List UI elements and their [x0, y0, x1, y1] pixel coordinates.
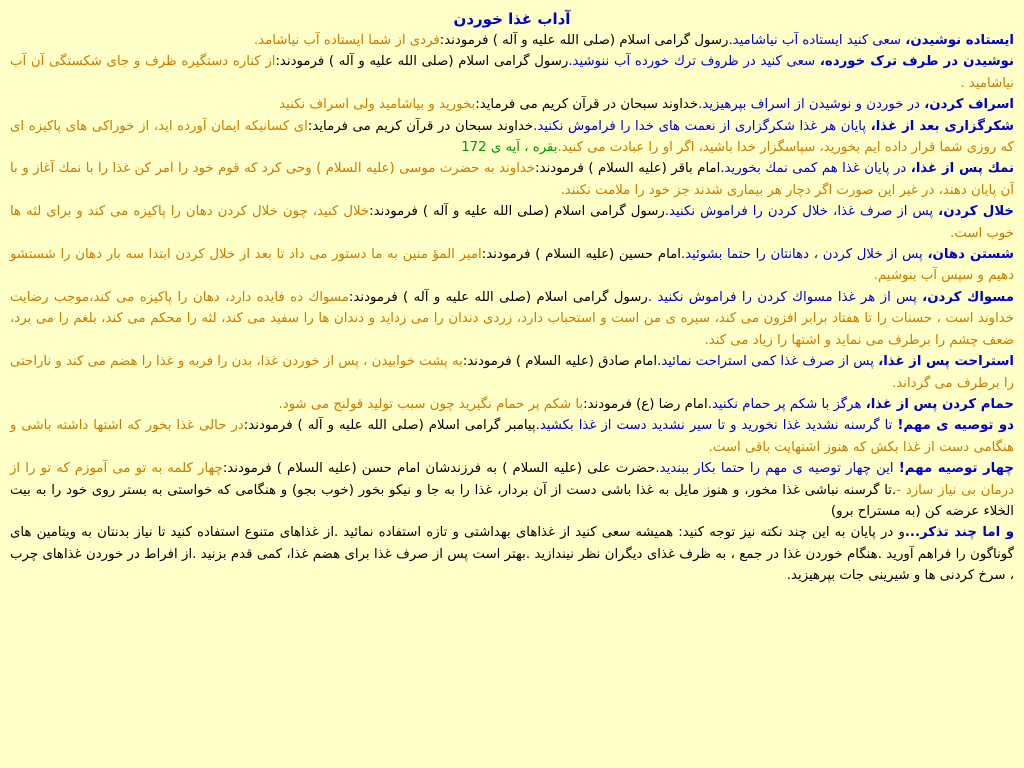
paragraph-source: رسول گرامی اسلام (صلی الله علیه و آله ) فرمودند:: [369, 204, 665, 220]
paragraph-quote: با شکم پر حمام نگیرید چون سبب تولید قولنج می شود.: [278, 396, 584, 412]
paragraph-advice: و در پایان به این چند نکته نیز توجه کنید: همیشه سعی کنید از غذاهای بهداشتی و تازه استفاده نمائید .از غذاهای متنوع استفاده کنید تا نیاز بدنتان به ویتامین های گوناگون را فراهم آورید .هنگام خوردن غذا در جمع ، به ظرف غذای دیگران نظر نیندازید .بهتر است پس از صرف غذا برای هضم غذا، کمی قدم بزنید .از افراط در خوردن غذاهای چرب ، سرخ کردنی ها و شیرینی جات بپرهیزید.: [10, 525, 1014, 584]
paragraph-heading: نوشیدن در طرف ترک خورده،: [819, 54, 1015, 70]
etiquette-paragraph: [10, 522, 1014, 586]
paragraph-quote: ای کسانیکه ایمان آورده اید، از خوراکی های پاکیزه ای که روزی شما قرار داده ایم بخورید، سپاسگزار خدا باشید، اگر او را عبادت می کنید.: [10, 118, 1014, 156]
paragraph-source: رسول گرامی اسلام (صلی الله علیه و آله ) فرمودند:: [439, 33, 729, 48]
etiquette-paragraph: [10, 394, 1014, 415]
etiquette-paragraph: [10, 158, 1014, 201]
paragraph-source: خداوند سبحان در قرآن کریم می فرماید:: [307, 118, 534, 134]
paragraph-heading: استراحت پس از غذا،: [878, 354, 1014, 370]
paragraph-heading: شستن دهان،: [927, 247, 1014, 263]
paragraph-advice: پس از صرف غذا کمی استراحت نمائید.: [657, 354, 879, 370]
page-title: آداب غذا خوردن: [453, 10, 571, 28]
paragraph-quote: خلال کنید، چون خلال کردن دهان را پاکیزه می کند و برای لثه ها خوب است.: [10, 204, 1014, 241]
paragraph-heading: خلال کردن،: [938, 204, 1015, 220]
paragraph-advice: سعی کنید در ظروف ترك خورده آب ننوشید.: [568, 54, 820, 70]
paragraph-heading: ایستاده نوشیدن،: [905, 33, 1014, 48]
paragraph-source: امام صادق (علیه السلام ) فرمودند:: [462, 354, 658, 370]
etiquette-paragraph: [10, 51, 1014, 94]
paragraph-quote: به پشت خوابیدن ، پس از خوردن غذا، بدن را فربه و غذا را هضم می کند و ناراحتی را برطرف می گرداند.: [10, 354, 1014, 391]
paragraph-source: امام رضا (ع) فرمودند:: [583, 396, 708, 412]
paragraph-continuation: .تا گرسنه نباشی غذا مخور، و هنوز مایل به غذا باشی دست از آن بردار، غذا را به جا و نیکو بخور (خوب بجو) و هنگامی که خواستی به بستر روی خود را به بیت الخلاء عرضه کن (به مستراح برو): [10, 482, 1014, 519]
paragraph-source: رسول گرامی اسلام (صلی الله علیه و آله ) فرمودند:: [348, 289, 648, 305]
paragraph-advice: پس از صرف غذا، خلال کردن را فراموش نکنید.: [664, 204, 939, 220]
paragraph-advice: پایان هر غذا شکرگزاری از نعمت های خدا را فراموش نکنید.: [533, 118, 871, 134]
etiquette-paragraph: [10, 351, 1014, 394]
etiquette-paragraph: [10, 116, 1014, 159]
paragraph-quote: در حالی غذا بخور که اشتها داشته باشی و هنگامی دست از غذا بکش که هنوز اشتهایت باقی است.: [10, 418, 1014, 455]
paragraph-heading: اسراف کردن،: [924, 97, 1014, 113]
paragraph-quote: مسواك ده فایده دارد، دهان را پاکیزه می کند،موجب رضایت خداوند است ، حسنات را تا هفتاد برابر افزون می کند، سیره ی من است و استحباب دارد، زردی دندان را می زداید و دندان ها را سفید می کند، لثه را محکم می کند، بلغم را می برد، ضعف چشم را برطرف می نماید و اشتها را زیاد می کند.: [10, 289, 1014, 348]
paragraph-advice: پس از هر غذا مسواك کردن را فراموش نکنید .: [647, 289, 923, 305]
paragraph-advice: سعی کنید ایستاده آب نیاشامید.: [728, 33, 906, 48]
paragraph-advice: پس از خلال کردن ، دهانتان را حتما بشوئید.: [680, 247, 928, 263]
paragraph-heading: مسواك کردن،: [922, 289, 1015, 305]
paragraph-heading: و اما چند تذکر...: [904, 525, 1014, 541]
paragraph-source: رسول گرامی اسلام (صلی الله علیه و آله ) فرمودند:: [275, 54, 569, 70]
paragraph-advice: در خوردن و نوشیدن از اسراف بپرهیزید.: [698, 97, 925, 113]
paragraph-quote: از کناره دستگیره ظرف و جای شکستگی آن آب نیاشامید .: [10, 54, 1014, 91]
paragraph-source: امام باقر (علیه السلام ) فرمودند:: [535, 161, 721, 177]
paragraph-heading: دو توصیه ی مهم!: [897, 418, 1014, 434]
etiquette-paragraph: [10, 415, 1014, 458]
paragraph-quote: خداوند به حضرت موسی (علیه السلام ) وحی کرد که قوم خود را امر کن غذا را با نمك آغاز و با آن پایان دهند، در غیر این صورت اگر دچار هر بیماری شدند جز خود را ملامت نکنند.: [10, 161, 1014, 198]
paragraph-quote: فردی از شما ایستاده آب نیاشامد.: [253, 33, 440, 48]
paragraph-quote: چهار کلمه به تو می آموزم که تو را از درمان بی نیاز سازد -: [10, 461, 1014, 498]
etiquette-paragraph: [10, 458, 1014, 522]
etiquette-paragraph: [10, 244, 1014, 287]
paragraph-heading: نمك پس از غذا،: [910, 161, 1014, 177]
etiquette-paragraph: [10, 201, 1014, 244]
paragraph-source: امام حسین (علیه السلام ) فرمودند:: [481, 247, 681, 263]
etiquette-paragraph: [10, 30, 1014, 51]
paragraph-heading: شکرگزاری بعد از غذا،: [870, 118, 1015, 134]
etiquette-paragraph: [10, 287, 1014, 351]
paragraph-advice: تا گرسنه نشدید غذا نخورید و تا سیر نشدید دست از غذا بکشید.: [535, 418, 898, 434]
paragraph-source: پیامبر گرامی اسلام (صلی الله علیه و آله ) فرمودند:: [243, 418, 536, 434]
paragraph-advice: در پایان غذا هم کمی نمك بخورید.: [720, 161, 911, 177]
etiquette-paragraph: [10, 94, 1014, 115]
paragraph-heading: حمام کردن پس از غذا،: [865, 396, 1014, 412]
quran-verse-reference: بقره ، آیه ی 172: [461, 140, 558, 156]
paragraph-advice: هرگز با شکم پر حمام نکنید.: [707, 396, 866, 412]
paragraph-source: خداوند سبحان در قرآن کریم می فرماید:: [475, 97, 699, 113]
paragraph-heading: چهار توصیه مهم!: [898, 461, 1014, 477]
paragraph-advice: این چهار توصیه ی مهم را حتما بکار ببندید.: [655, 461, 899, 477]
paragraph-quote: امیر المؤ منین به ما دستور می داد تا بعد از خلال کردن ابتدا سه بار دهان را شستشو دهیم و سپس آب بنوشیم.: [10, 247, 1014, 284]
paragraph-source: حضرت علی (علیه السلام ) به فرزندشان امام حسن (علیه السلام ) فرمودند:: [222, 461, 656, 477]
paragraph-quote: بخورید و بیاشامید ولی اسراف نکنید: [279, 97, 476, 113]
document-body: [10, 30, 1014, 587]
